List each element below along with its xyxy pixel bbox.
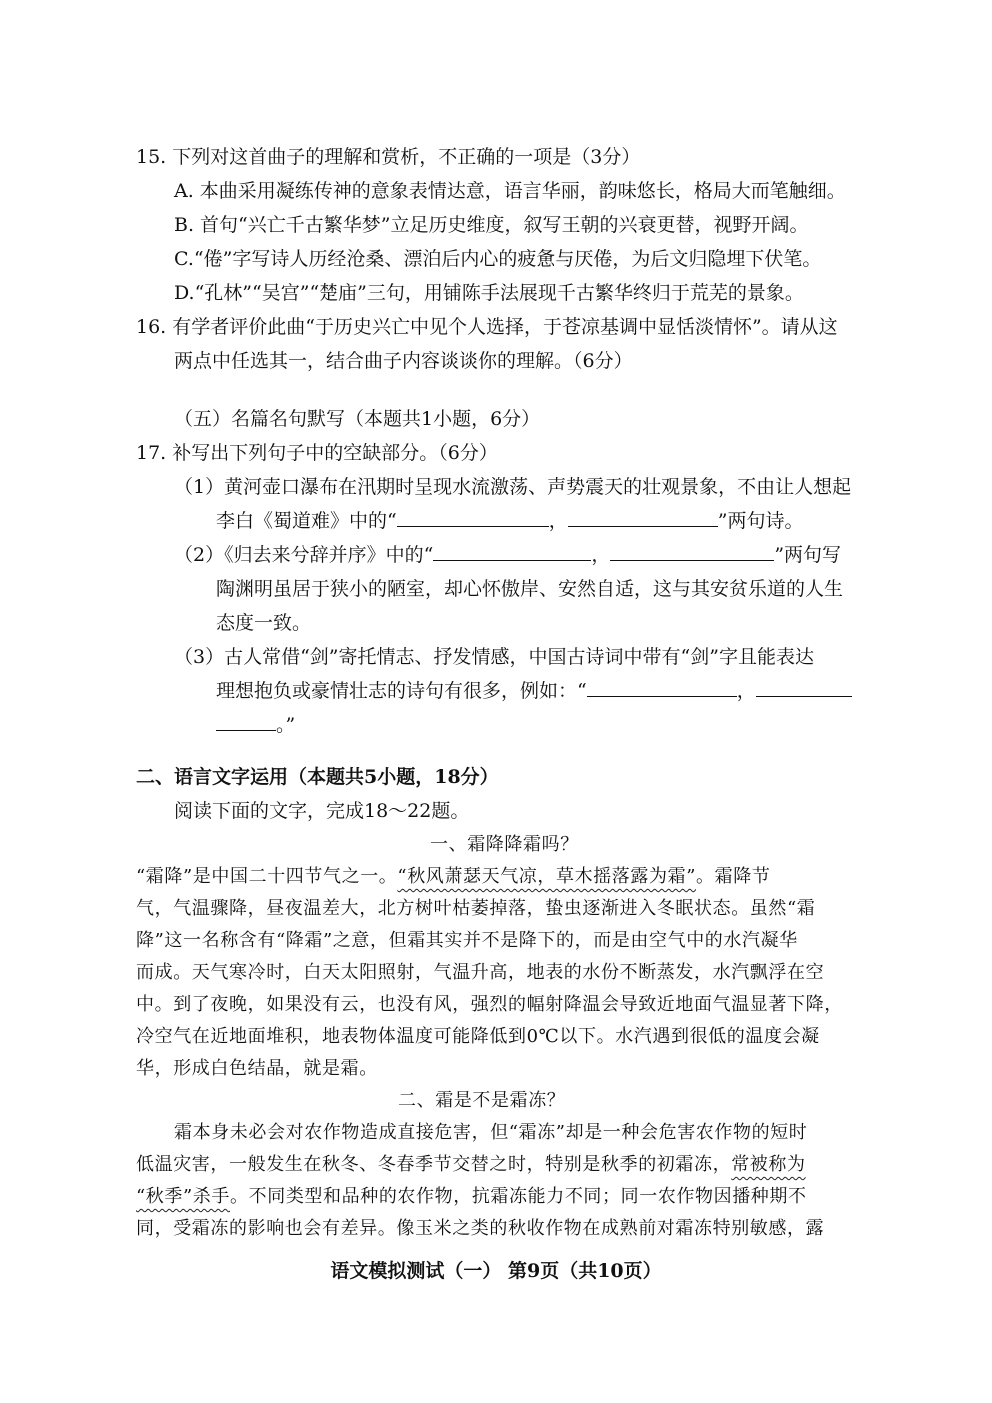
underlined-phrase-cont: “秋季”杀手 xyxy=(136,1186,231,1207)
q17-item2-line1 xyxy=(174,540,841,567)
para2-line1: 霜本身未必会对农作物造成直接危害，但“霜冻”却是一种会危害农作物的短时 xyxy=(174,1122,808,1143)
q17-item2-line2: 陶渊明虽居于狭小的陋室，却心怀傲岸、安然自适，这与其安贫乐道的人生 xyxy=(216,578,844,600)
sub2-title: 二、霜是不是霜冻？ xyxy=(398,1090,566,1111)
q17-item3-line3 xyxy=(216,710,295,737)
q17-item3-comma: ， xyxy=(736,680,756,702)
answer-blank[interactable] xyxy=(568,508,718,527)
q15-stem: 15. 下列对这首曲子的理解和赏析，不正确的一项是（3分） xyxy=(136,146,641,168)
part2-instruction: 阅读下面的文字，完成18～22题。 xyxy=(174,800,470,822)
q16-line2: 两点中任选其一，结合曲子内容谈谈你的理解。（6分） xyxy=(174,350,633,372)
answer-blank[interactable] xyxy=(587,678,737,697)
para1-line7: 华，形成白色结晶，就是霜。 xyxy=(136,1058,378,1079)
answer-blank[interactable] xyxy=(433,542,591,561)
q15-option-d: D.“孔林”“吴宫”“楚庙”三句，用铺陈手法展现千古繁华终归于荒芜的景象。 xyxy=(174,282,804,304)
para1-line1-b: 。霜降节 xyxy=(696,866,771,887)
q17-item1-suffix: ”两句诗。 xyxy=(717,510,804,532)
para2-line3 xyxy=(136,1182,807,1208)
q17-item2-suffix: ”两句写 xyxy=(774,544,842,566)
answer-blank[interactable] xyxy=(397,508,549,527)
answer-blank[interactable] xyxy=(610,542,774,561)
answer-blank[interactable] xyxy=(216,712,276,731)
section5-heading: （五）名篇名句默写（本题共1小题，6分） xyxy=(174,408,541,430)
para2-line3-b: 。不同类型和品种的农作物，抗霜冻能力不同；同一农作物因播种期不 xyxy=(230,1186,807,1207)
q17-item3-suffix: 。” xyxy=(276,714,296,736)
para1-line3: 降”这一名称含有“降霜”之意，但霜其实并不是降下的，而是由空气中的水汽凝华 xyxy=(136,930,798,951)
sub1-title: 一、霜降降霜吗？ xyxy=(430,834,579,855)
para1-line1 xyxy=(136,862,770,888)
para2-line2 xyxy=(136,1150,806,1176)
q17-stem: 17. 补写出下列句子中的空缺部分。（6分） xyxy=(136,442,498,464)
part2-heading: 二、语言文字运用（本题共5小题，18分） xyxy=(136,766,499,788)
q15-option-b: B. 首句“兴亡千古繁华梦”立足历史维度，叙写王朝的兴衰更替，视野开阔。 xyxy=(174,214,809,236)
q17-item3-line1: （3）古人常借“剑”寄托情志、抒发情感，中国古诗词中带有“剑”字且能表达 xyxy=(174,646,814,668)
q15-option-a: A. 本曲采用凝练传神的意象表情达意，语言华丽，韵味悠长，格局大而笔触细。 xyxy=(174,180,846,202)
para1-line5: 中。到了夜晚，如果没有云，也没有风，强烈的幅射降温会导致近地面气温显著下降， xyxy=(136,994,843,1015)
q17-item1-line2 xyxy=(216,506,803,533)
para2-line4: 同，受霜冻的影响也会有差异。像玉米之类的秋收作物在成熟前对霜冻特别敏感，露 xyxy=(136,1218,825,1239)
underlined-phrase: 常被称为 xyxy=(731,1154,806,1175)
q17-item2-prefix: （2）《归去来兮辞并序》中的“ xyxy=(174,544,434,566)
page-footer: 语文模拟测试（一） 第9页（共10页） xyxy=(330,1260,662,1282)
q17-item3-prefix: 理想抱负或豪情壮志的诗句有很多，例如：“ xyxy=(216,680,587,702)
para1-line6: 冷空气在近地面堆积，地表物体温度可能降低到0℃以下。水汽遇到很低的温度会凝 xyxy=(136,1026,820,1047)
para1-line1-a: “霜降”是中国二十四节气之一。 xyxy=(136,866,398,887)
poem-quote: “秋风萧瑟天气凉，草木摇落露为霜” xyxy=(397,866,697,887)
para2-line2-a: 低温灾害，一般发生在秋冬、冬春季节交替之时，特别是秋季的初霜冻， xyxy=(136,1154,732,1175)
q16-line1: 16. 有学者评价此曲“于历史兴亡中见个人选择，于苍凉基调中显恬淡情怀”。请从这 xyxy=(136,316,838,338)
q15-option-c: C.“倦”字写诗人历经沧桑、漂泊后内心的疲惫与厌倦，为后文归隐埋下伏笔。 xyxy=(174,248,822,270)
q17-item3-line2 xyxy=(216,676,852,703)
answer-blank[interactable] xyxy=(756,678,852,697)
para1-line2: 气，气温骤降，昼夜温差大，北方树叶枯萎掉落，蛰虫逐渐进入冬眠状态。虽然“霜 xyxy=(136,898,816,919)
q17-item1-prefix: 李白《蜀道难》中的“ xyxy=(216,510,397,532)
q17-item1-comma: ， xyxy=(548,510,568,532)
q17-item2-comma: ， xyxy=(591,544,611,566)
q17-item2-line3: 态度一致。 xyxy=(216,612,312,634)
para1-line4: 而成。天气寒冷时，白天太阳照射，气温升高，地表的水份不断蒸发，水汽飘浮在空 xyxy=(136,962,825,983)
q17-item1-line1: （1）黄河壶口瀑布在汛期时呈现水流激荡、声势震天的壮观景象，不由让人想起 xyxy=(174,476,852,498)
